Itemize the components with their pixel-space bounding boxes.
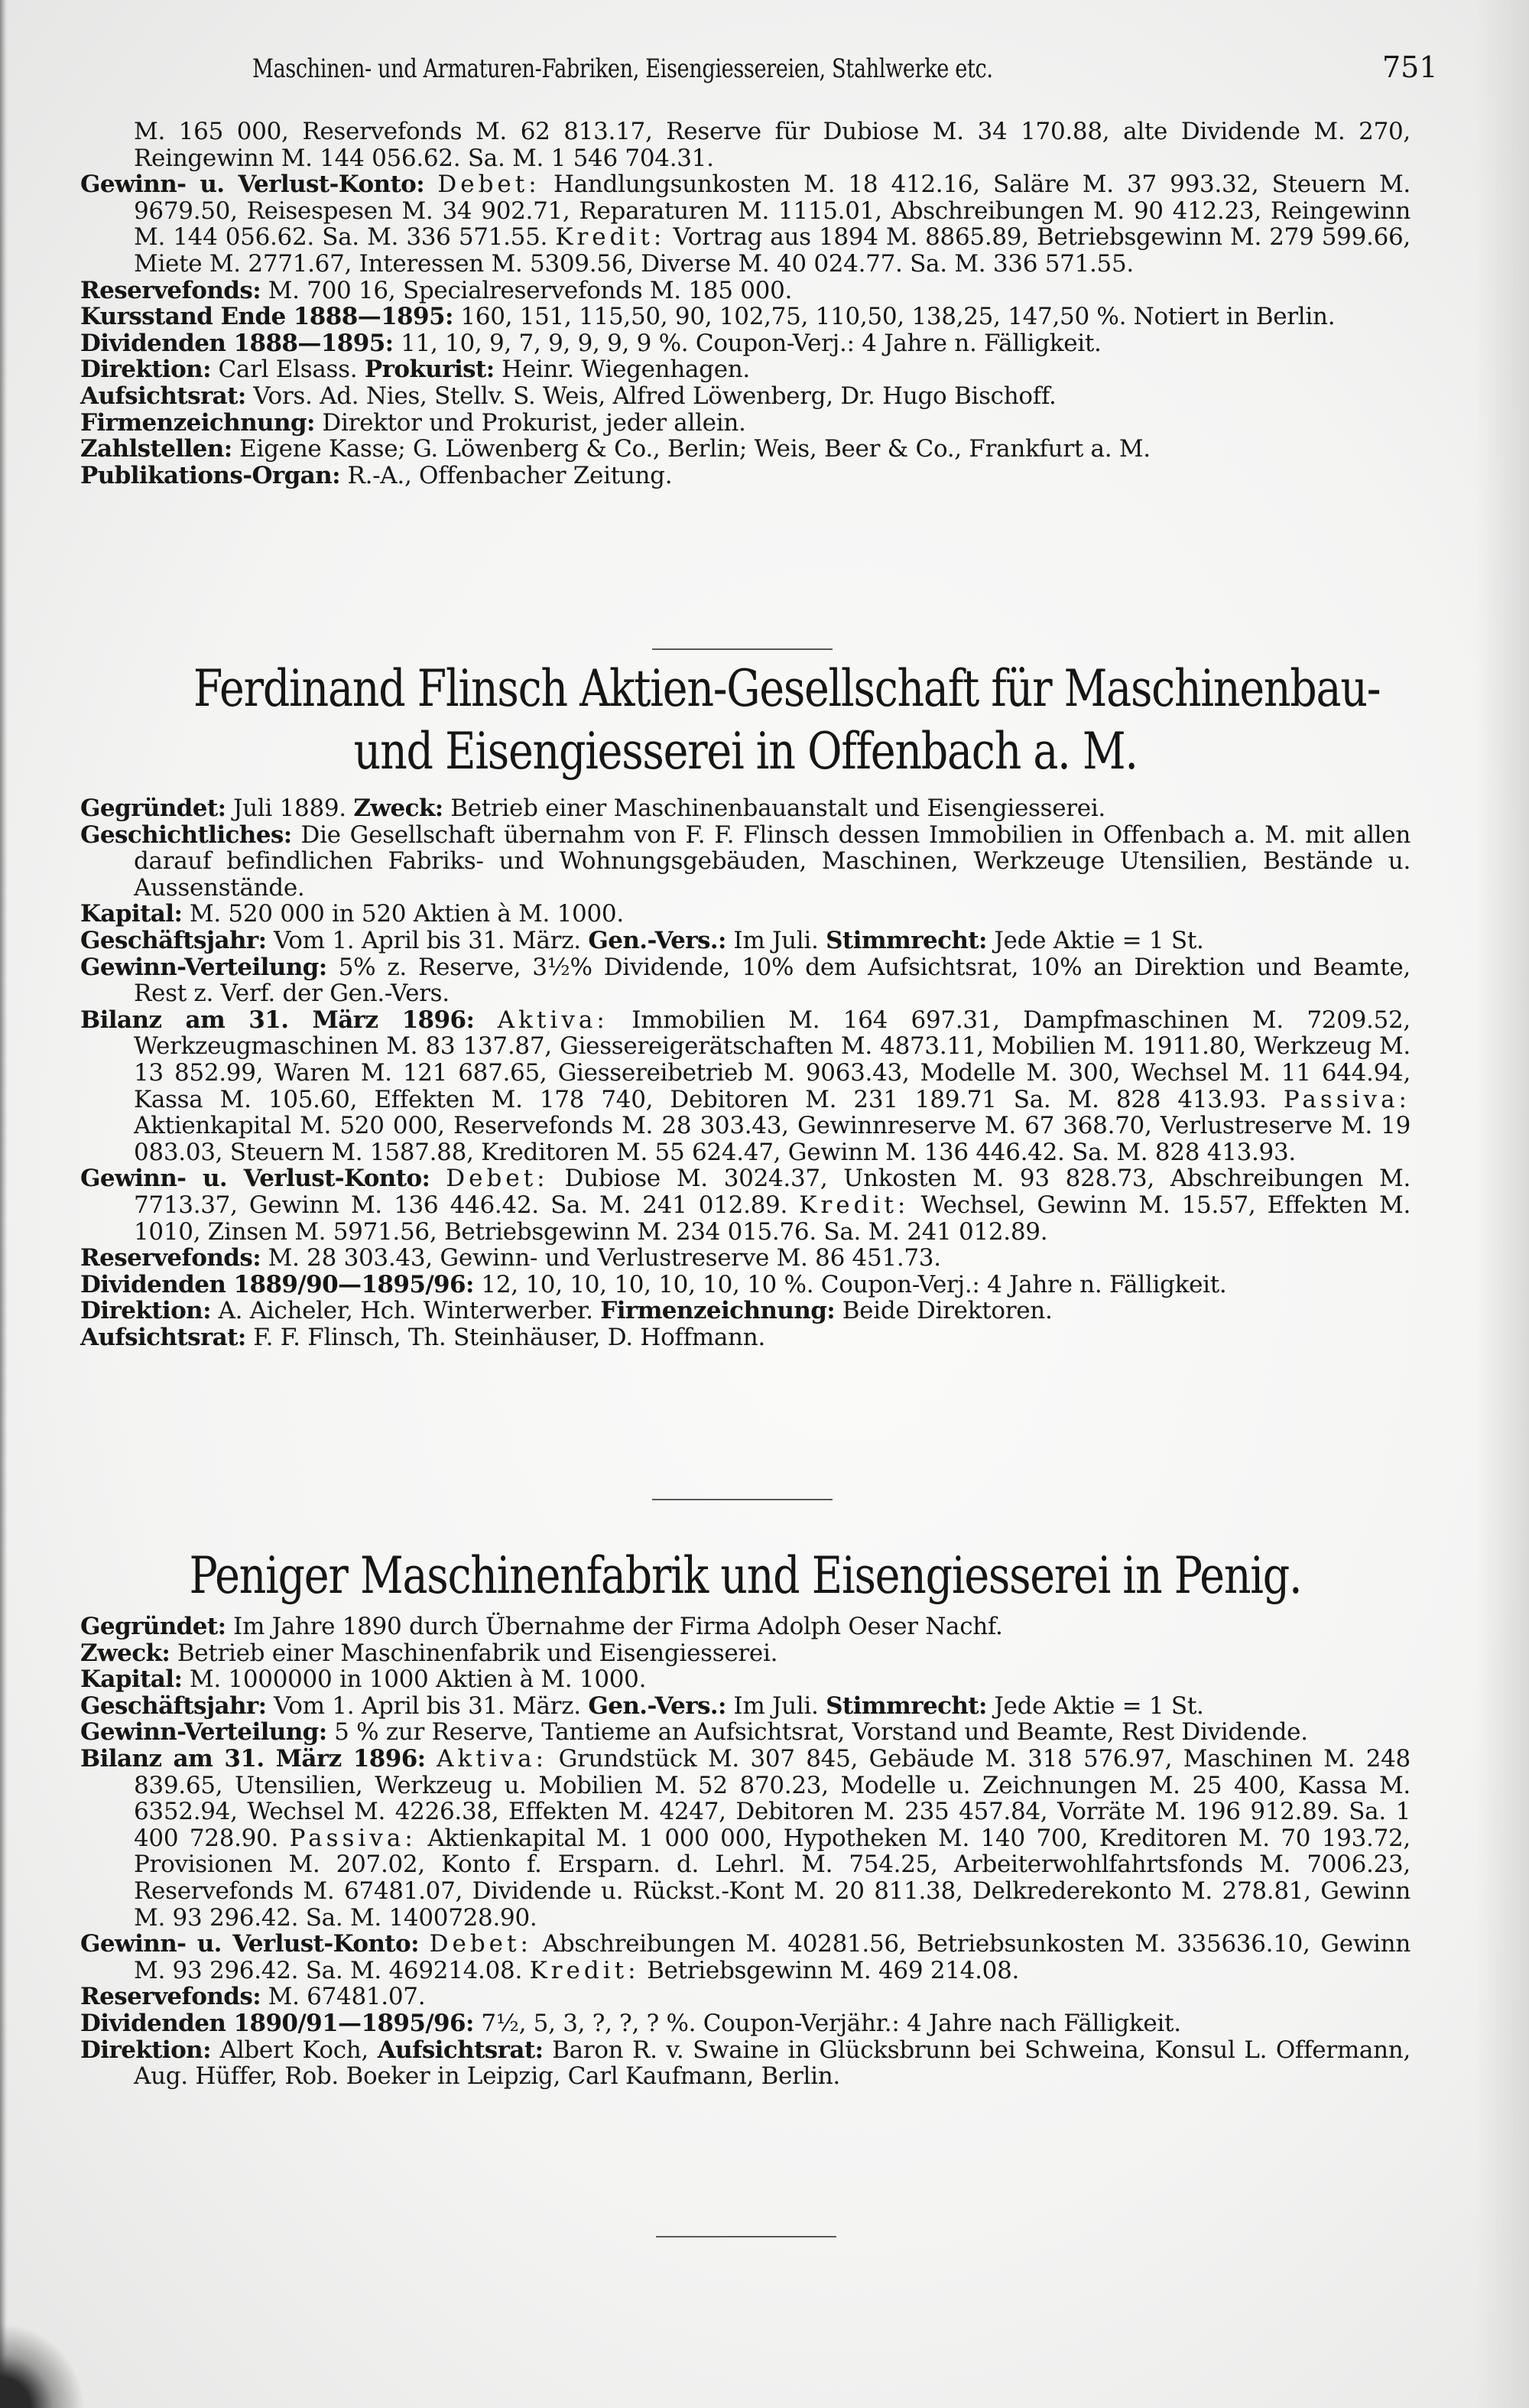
- company-heading-penig: Peniger Maschinenfabrik und Eisengiesserei in Penig.: [189, 1546, 1302, 1605]
- entry-gewinn-verteilung: Gewinn-Verteilung: 5% z. Reserve, 3½% Dividende, 10% dem Aufsichtsrat, 10% an Direktion und Beamte, Rest z. Verf. der Gen.-Vers.: [80, 953, 1411, 1008]
- entry-direktion: Direktion: A. Aicheler, Hch. Winterwerber. Firmenzeichnung: Beide Direktoren.: [80, 1297, 1053, 1325]
- entry-bilanz: Bilanz am 31. März 1896: Aktiva: Grundstück M. 307 845, Gebäude M. 318 576.97, Maschinen M. 248 839.65, Utensilien, Werkzeug u. Mobilien M. 52 870.23, Modelle u. Zeichnungen M. 25 400, Kassa M. 6352.94, Wechsel M. 4226.38, Effekten M. 4247, Debitoren M. 235 457.84, Vorräte M. 196 912.89. Sa. 1 400 728.90. Passiva: Aktienkapital M. 1 000 000, Hypotheken M. 140 700, Kreditoren M. 70 193.72, Provisionen M. 207.02, Konto f. Ersparn. d. Lehrl. M. 754.25, Arbeiterwohlfahrtsfonds M. 7006.23, Reservefonds M. 67481.07, Dividende u. Rückst.-Kont M. 20 811.38, Delkrederekonto M. 278.81, Gewinn M. 93 296.42. Sa. M. 1400728.90.: [80, 1744, 1411, 1932]
- entry-gewinn-verlust: Gewinn- u. Verlust-Konto: Debet: Handlungsunkosten M. 18 412.16, Saläre M. 37 993.32, Steuern M. 9679.50, Reisespesen M. 34 902.71, Reparaturen M. 1115.01, Abschreibungen M. 90 412.23, Reingewinn M. 144 056.62. Sa. M. 336 571.55. Kredit: Vortrag aus 1894 M. 8865.89, Betriebsgewinn M. 279 599.66, Miete M. 2771.67, Interessen M. 5309.56, Diverse M. 40 024.77. Sa. M. 336 571.55.: [80, 171, 1411, 278]
- section-divider: [656, 2236, 836, 2237]
- company-heading-flinsch: Ferdinand Flinsch Aktien-Gesellschaft für Maschinenbau-: [193, 659, 1381, 718]
- entry-kapital: Kapital: M. 1000000 in 1000 Aktien à M. 1000.: [80, 1665, 647, 1694]
- running-header: Maschinen- und Armaturen-Fabriken, Eisengiessereien, Stahlwerke etc.: [252, 54, 993, 84]
- entry-reservefonds: Reservefonds: M. 67481.07.: [80, 1983, 426, 2011]
- corner-shadow: [0, 2316, 92, 2408]
- company-heading-flinsch-line2: und Eisengiesserei in Offenbach a. M.: [353, 722, 1138, 781]
- binding-edge: [0, 0, 8, 2408]
- entry-firmenzeichnung: Firmenzeichnung: Direktor und Prokurist, jeder allein.: [80, 408, 746, 437]
- section-divider: [652, 1499, 833, 1500]
- label: Gewinn- u. Verlust-Konto:: [80, 171, 425, 199]
- page-number: 751: [1382, 50, 1438, 84]
- entry-publikations-organ: Publikations-Organ: R.-A., Offenbacher Zeitung.: [80, 461, 673, 489]
- bilanz-continuation: M. 165 000, Reservefonds M. 62 813.17, Reserve für Dubiose M. 34 170.88, alte Dividende M. 270, Reingewinn M. 144 056.62. Sa. M. 1 546 704.31.: [134, 118, 1411, 172]
- entry-geschaeftsjahr: Geschäftsjahr: Vom 1. April bis 31. März. Gen.-Vers.: Im Juli. Stimmrecht: Jede Aktie = 1 St.: [80, 1691, 1204, 1720]
- entry-dividenden: Dividenden 1890/91—1895/96: 7½, 5, 3, ?, ?, ? %. Coupon-Verjähr.: 4 Jahre nach Fälligkeit.: [80, 2009, 1181, 2037]
- entry-aufsichtsrat: Aufsichtsrat: F. F. Flinsch, Th. Steinhäuser, D. Hoffmann.: [80, 1323, 765, 1351]
- section-previous-company: [80, 119, 1411, 489]
- entry-bilanz: Bilanz am 31. März 1896: Aktiva: Immobilien M. 164 697.31, Dampfmaschinen M. 7209.52, Werkzeugmaschinen M. 83 137.87, Giessereigerätschaften M. 4873.11, Mobilien M. 1911.80, Werkzeug M. 13 852.99, Waren M. 121 687.65, Giessereibetrieb M. 9063.43, Modelle M. 300, Wechsel M. 11 644.94, Kassa M. 105.60, Effekten M. 178 740, Debitoren M. 231 189.71 Sa. M. 828 413.93. Passiva: Aktienkapital M. 520 000, Reservefonds M. 28 303.43, Gewinnreserve M. 67 368.70, Verlustreserve M. 19 083.03, Steuern M. 1587.88, Kreditoren M. 55 624.47, Gewinn M. 136 446.42. Sa. M. 828 413.93.: [80, 1006, 1411, 1166]
- entry-gewinn-verlust: Gewinn- u. Verlust-Konto: Debet: Dubiose M. 3024.37, Unkosten M. 93 828.73, Abschreibungen M. 7713.37, Gewinn M. 136 446.42. Sa. M. 241 012.89. Kredit: Wechsel, Gewinn M. 15.57, Effekten M. 1010, Zinsen M. 5971.56, Betriebsgewinn M. 234 015.76. Sa. M. 241 012.89.: [80, 1165, 1411, 1246]
- entry-gewinn-verlust: Gewinn- u. Verlust-Konto: Debet: Abschreibungen M. 40281.56, Betriebsunkosten M. 335636.10, Gewinn M. 93 296.42. Sa. M. 469214.08. Kredit: Betriebsgewinn M. 469 214.08.: [80, 1930, 1411, 1984]
- entry-reservefonds: Reservefonds: M. 700 16, Specialreservefonds M. 185 000.: [80, 276, 793, 304]
- entry-aufsichtsrat: Aufsichtsrat: Vors. Ad. Nies, Stellv. S. Weis, Alfred Löwenberg, Dr. Hugo Bischoff.: [80, 382, 1057, 410]
- entry-zweck: Zweck: Betrieb einer Maschinenfabrik und Eisengiesserei.: [80, 1639, 778, 1667]
- entry-direktion: Direktion: Carl Elsass. Prokurist: Heinr. Wiegenhagen.: [80, 356, 750, 384]
- section-penig: [80, 1613, 1411, 2090]
- entry-kursstand: Kursstand Ende 1888—1895: 160, 151, 115,50, 90, 102,75, 110,50, 138,25, 147,50 %. Notiert in Berlin.: [80, 303, 1336, 331]
- section-divider: [652, 648, 833, 650]
- entry-gewinn-verteilung: Gewinn-Verteilung: 5 % zur Reserve, Tantieme an Aufsichtsrat, Vorstand und Beamte, Rest Dividende.: [80, 1718, 1308, 1747]
- entry-geschaeftsjahr: Geschäftsjahr: Vom 1. April bis 31. März. Gen.-Vers.: Im Juli. Stimmrecht: Jede Aktie = 1 St.: [80, 926, 1204, 954]
- entry-zahlstellen: Zahlstellen: Eigene Kasse; G. Löwenberg & Co., Berlin; Weis, Beer & Co., Frankfurt a. M.: [80, 435, 1151, 463]
- entry-dividenden: Dividenden 1889/90—1895/96: 12, 10, 10, 10, 10, 10, 10 %. Coupon-Verj.: 4 Jahre n. Fälligkeit.: [80, 1270, 1227, 1298]
- entry-geschichtliches: Geschichtliches: Die Gesellschaft übernahm von F. F. Flinsch dessen Immobilien in Offenbach a. M. mit allen darauf befindlichen Fabriks- und Wohnungsgebäuden, Maschinen, Werkzeuge Utensilien, Bestände u. Aussenstände.: [80, 821, 1411, 902]
- section-flinsch: [80, 795, 1411, 1350]
- entry-gegruendet: Gegründet: Im Jahre 1890 durch Übernahme der Firma Adolph Oeser Nachf.: [80, 1613, 1003, 1640]
- entry-kapital: Kapital: M. 520 000 in 520 Aktien à M. 1000.: [80, 900, 624, 928]
- entry-direktion-aufsichtsrat: Direktion: Albert Koch, Aufsichtsrat: Baron R. v. Swaine in Glücksbrunn bei Schweina, Konsul L. Offermann, Aug. Hüffer, Rob. Boeker in Leipzig, Carl Kaufmann, Berlin.: [80, 2036, 1411, 2091]
- entry-dividenden: Dividenden 1888—1895: 11, 10, 9, 7, 9, 9, 9, 9 %. Coupon-Verj.: 4 Jahre n. Fälligkeit.: [80, 329, 1102, 357]
- entry-gegruendet: Gegründet: Juli 1889. Zweck: Betrieb einer Maschinenbauanstalt und Eisengiesserei.: [80, 795, 1105, 822]
- entry-reservefonds: Reservefonds: M. 28 303.43, Gewinn- und Verlustreserve M. 86 451.73.: [80, 1244, 941, 1272]
- page-edge-shadow: [1475, 0, 1529, 2408]
